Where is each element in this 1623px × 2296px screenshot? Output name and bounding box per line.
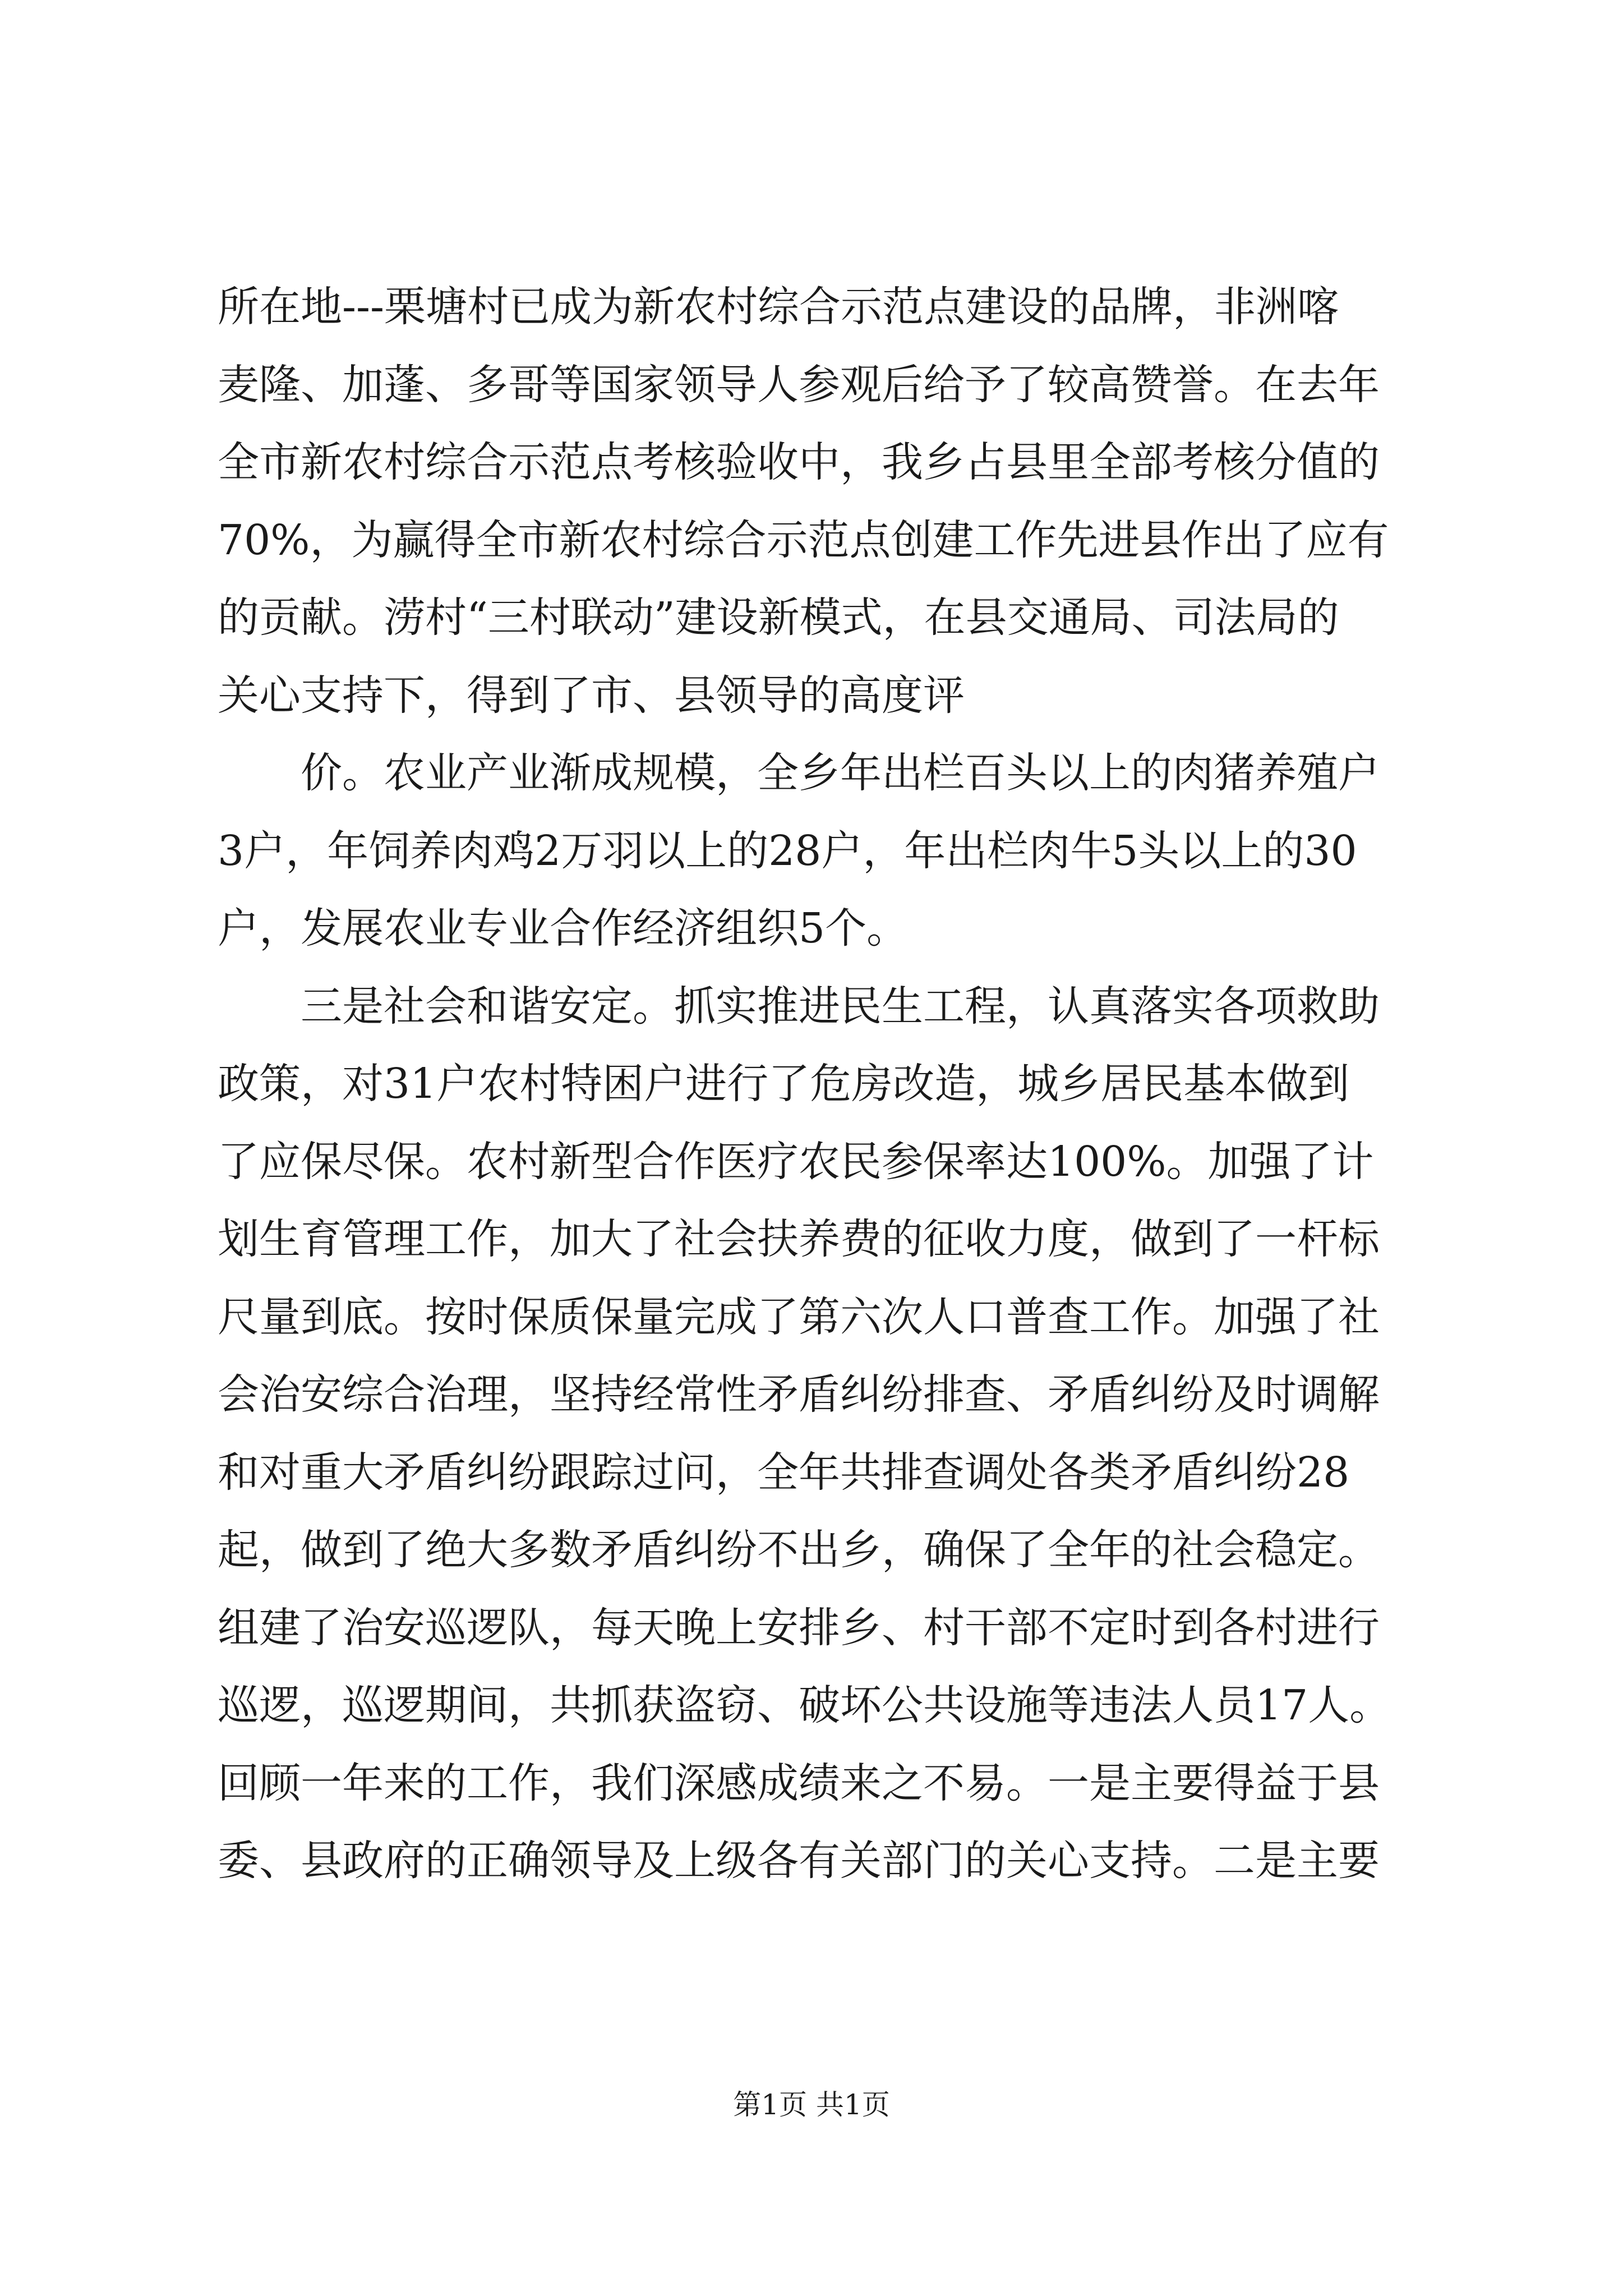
text-line: 麦隆、加蓬、多哥等国家领导人参观后给予了较高赞誉。在去年 [218, 360, 1380, 409]
text-line: 了应保尽保。农村新型合作医疗农民参保率达100%。加强了计 [218, 1137, 1374, 1186]
text-line: 三是社会和谐安定。抓实推进民生工程，认真落实各项救助 [301, 982, 1380, 1030]
text-line: 3户，年饲养肉鸡2万羽以上的28户，年出栏肉牛5头以上的30 [218, 826, 1357, 875]
body-text [218, 268, 1418, 1900]
text-line: 巡逻，巡逻期间，共抓获盗窃、破坏公共设施等违法人员17人。 [218, 1681, 1391, 1729]
text-line: 政策，对31户农村特困户进行了危房改造，城乡居民基本做到 [218, 1060, 1350, 1108]
text-line: 尺量到底。按时保质保量完成了第六次人口普查工作。加强了社 [218, 1292, 1380, 1341]
text-line: 全市新农村综合示范点考核验收中，我乡占县里全部考核分值的 [218, 438, 1380, 486]
text-line: 委、县政府的正确领导及上级各有关部门的关心支持。二是主要 [218, 1837, 1380, 1885]
text-line: 起，做到了绝大多数矛盾纠纷不出乡，确保了全年的社会稳定。 [218, 1526, 1380, 1574]
text-line: 划生育管理工作，加大了社会扶养费的征收力度，做到了一杆标 [218, 1215, 1380, 1263]
text-line: 组建了治安巡逻队，每天晚上安排乡、村干部不定时到各村进行 [218, 1603, 1380, 1652]
text-line: 回顾一年来的工作，我们深感成绩来之不易。一是主要得益于县 [218, 1759, 1380, 1807]
text-line: 价。农业产业渐成规模，全乡年出栏百头以上的肉猪养殖户 [301, 749, 1380, 797]
text-line: 的贡献。涝村“三村联动”建设新模式，在县交通局、司法局的 [218, 593, 1339, 642]
text-line: 所在地---栗塘村已成为新农村综合示范点建设的品牌，非洲喀 [218, 283, 1339, 331]
text-line: 70%，为赢得全市新农村综合示范点创建工作先进县作出了应有 [218, 516, 1389, 564]
text-line: 关心支持下，得到了市、县领导的高度评 [218, 671, 965, 720]
text-line: 户，发展农业专业合作经济组织5个。 [218, 904, 909, 953]
text-line: 和对重大矛盾纠纷跟踪过问，全年共排查调处各类矛盾纠纷28 [218, 1448, 1350, 1497]
text-line: 会治安综合治理，坚持经常性矛盾纠纷排查、矛盾纠纷及时调解 [218, 1370, 1380, 1419]
page-footer: 第1页 共1页 [733, 2088, 890, 2121]
